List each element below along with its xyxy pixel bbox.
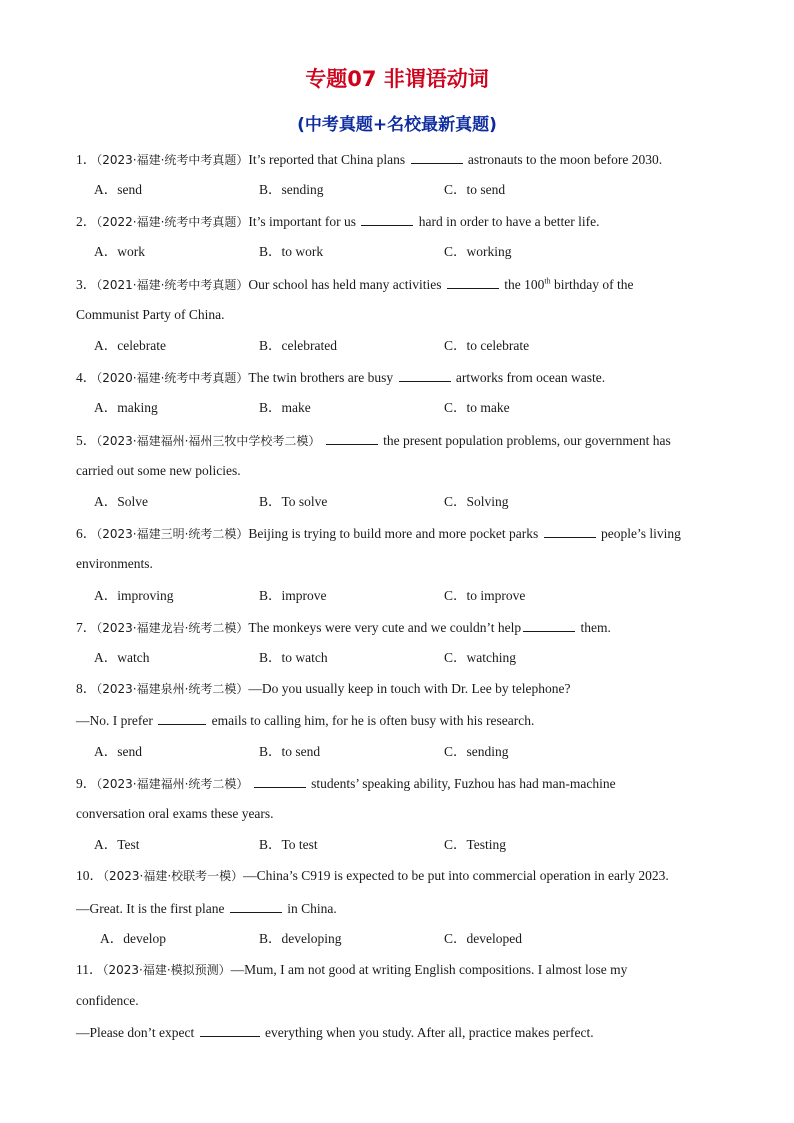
question-9-continued: conversation oral exams these years. <box>76 806 274 821</box>
question-11: 11．（2023·福建·模拟预测）—Mum, I am not good at writing English compositions. I almost lose my <box>76 962 628 977</box>
option-c[interactable]: C．to send <box>444 182 506 197</box>
question-2: 2．（2022·福建·统考中考真题）It’s important for us hard in order to have a better life. <box>76 214 600 229</box>
answer-blank <box>361 212 413 226</box>
option-b[interactable]: B．to send <box>259 744 321 759</box>
option-c[interactable]: C．Solving <box>444 494 509 509</box>
question-8: 8．（2023·福建泉州·统考二模）—Do you usually keep in touch with Dr. Lee by telephone? <box>76 681 571 696</box>
option-c[interactable]: C．working <box>444 244 512 259</box>
option-c[interactable]: C．to make <box>444 400 510 415</box>
option-c[interactable]: C．developed <box>444 931 522 946</box>
option-c[interactable]: C．Testing <box>444 837 507 852</box>
answer-blank <box>544 524 596 538</box>
option-c[interactable]: C．sending <box>444 744 509 759</box>
option-a[interactable]: A．improving <box>94 588 174 603</box>
question-11-continued-2: —Please don’t expect everything when you study. After all, practice makes perfect. <box>76 1025 594 1040</box>
option-a[interactable]: A．send <box>94 182 142 197</box>
question-5: 5．（2023·福建福州·福州三牧中学校考二模） the present population problems, our government has <box>76 433 671 448</box>
option-a[interactable]: A．celebrate <box>94 338 166 353</box>
option-b[interactable]: B．sending <box>259 182 324 197</box>
option-b[interactable]: B．developing <box>259 931 342 946</box>
answer-blank <box>200 1023 260 1037</box>
option-a[interactable]: A．send <box>94 744 142 759</box>
option-a[interactable]: A．work <box>94 244 145 259</box>
option-c[interactable]: C．watching <box>444 650 516 665</box>
option-b[interactable]: B．to watch <box>259 650 328 665</box>
question-10: 10．（2023·福建·校联考一模）—China’s C919 is expected to be put into commercial operation in early 2023. <box>76 868 669 883</box>
option-c[interactable]: C．to celebrate <box>444 338 530 353</box>
option-b[interactable]: B．improve <box>259 588 327 603</box>
answer-blank <box>230 899 282 913</box>
option-b[interactable]: B．make <box>259 400 311 415</box>
option-b[interactable]: B．celebrated <box>259 338 337 353</box>
question-6: 6．（2023·福建三明·统考二模）Beijing is trying to build more and more pocket parks people’s living <box>76 526 681 541</box>
answer-blank <box>399 368 451 382</box>
option-a[interactable]: A．making <box>94 400 158 415</box>
page-subtitle: (中考真题+名校最新真题) <box>297 115 497 135</box>
question-10-continued: —Great. It is the first plane in China. <box>76 901 337 916</box>
option-a[interactable]: A．Solve <box>94 494 148 509</box>
question-9: 9．（2023·福建福州·统考二模） students’ speaking ability, Fuzhou has had man-machine <box>76 776 616 791</box>
question-3-continued: Communist Party of China. <box>76 307 225 322</box>
option-b[interactable]: B．To solve <box>259 494 328 509</box>
question-11-continued: confidence. <box>76 993 139 1008</box>
page-title: 专题07 非谓语动词 <box>305 67 489 91</box>
option-b[interactable]: B．to work <box>259 244 324 259</box>
question-6-continued: environments. <box>76 556 153 571</box>
question-8-continued: —No. I prefer emails to calling him, for he is often busy with his research. <box>76 713 535 728</box>
question-7: 7．（2023·福建龙岩·统考二模）The monkeys were very cute and we couldn’t help them. <box>76 620 611 635</box>
answer-blank <box>326 431 378 445</box>
question-5-continued: carried out some new policies. <box>76 463 241 478</box>
question-4: 4．（2020·福建·统考中考真题）The twin brothers are busy artworks from ocean waste. <box>76 370 606 385</box>
question-1: 1．（2023·福建·统考中考真题）It’s reported that China plans astronauts to the moon before 2030. <box>76 152 663 167</box>
answer-blank <box>523 618 575 632</box>
answer-blank <box>447 275 499 289</box>
option-a[interactable]: A．develop <box>100 931 166 946</box>
answer-blank <box>411 150 463 164</box>
option-b[interactable]: B．To test <box>259 837 318 852</box>
option-a[interactable]: A．Test <box>94 837 140 852</box>
question-3: 3．（2021·福建·统考中考真题）Our school has held many activities the 100th birthday of the <box>76 276 634 292</box>
option-a[interactable]: A．watch <box>94 650 150 665</box>
answer-blank <box>158 711 206 725</box>
answer-blank <box>254 774 306 788</box>
option-c[interactable]: C．to improve <box>444 588 526 603</box>
